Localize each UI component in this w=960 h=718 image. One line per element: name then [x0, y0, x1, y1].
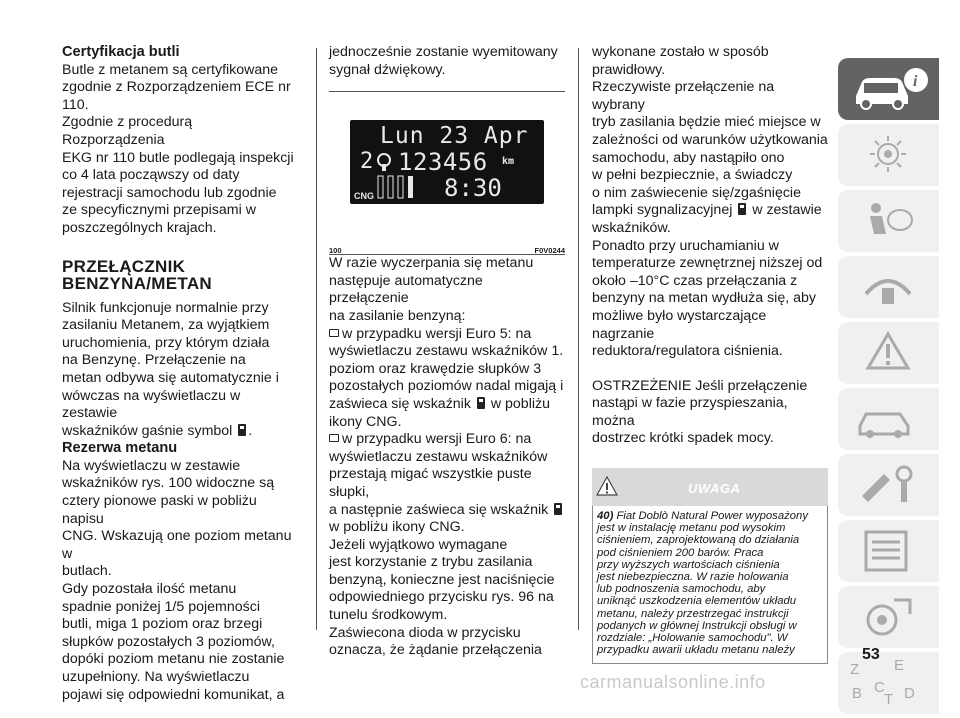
tab-multimedia[interactable]: [838, 586, 939, 648]
bullet-square-icon: [329, 434, 339, 442]
paragraph: Zaświecona dioda w przycisku oznacza, że żądanie przełączenia: [329, 624, 542, 659]
index-letter: E: [894, 658, 905, 674]
note-number: 40): [597, 510, 614, 523]
steering-wheel-icon: [852, 264, 924, 310]
column-divider: [316, 48, 317, 630]
figure-code: F0V0244: [534, 246, 565, 256]
fuel-pump-icon: [238, 424, 246, 436]
section-heading-fuel-switch: PRZEŁĄCZNIK BENZYNA/METAN: [62, 256, 212, 293]
figure-caption: [329, 238, 565, 255]
section-title-cylinder-certification: Certyfikacja butli: [62, 44, 180, 60]
section-title-methane-reserve: Rezerwa metanu: [62, 440, 178, 457]
column-divider: [578, 48, 579, 630]
paragraph: Ponadto przy uruchamianiu w temperaturze zewnętrznej niższej od około –10°C czas przełączania z benzyny na metan wydłuża się, aby możliwe było wystarczające nagrzanie reduktora/regulatora ciśnienia.: [592, 237, 823, 360]
column-2: [329, 44, 565, 660]
bullet-item: w przypadku wersji Euro 5: na wyświetlaczu zestawu wskaźników 1. poziom oraz krawędzie słupków 3 pozostałych poziomów nadal migają i zaświeca się wskaźnik w pobliżu ikony CNG.: [329, 325, 564, 430]
paragraph: W razie wyczerpania się metanu następuje automatyczne przełączenie na zasilanie benzyną:: [329, 255, 534, 324]
paragraph: jednocześnie zostanie wyemitowany sygnał dźwiękowy.: [329, 44, 558, 78]
paragraph: Na wyświetlaczu w zestawie wskaźników rys. 100 widoczne są cztery pionowe paski w pobliżu napisu CNG. Wskazują one poziom metanu w butlach.: [62, 457, 292, 580]
paragraph: wykonane zostało w sposób prawidłowy.: [592, 44, 769, 78]
gearshift-icon: [376, 152, 392, 172]
index-letter: T: [884, 691, 894, 706]
warning-light-icon: [852, 330, 924, 376]
tab-starting-driving[interactable]: [838, 256, 939, 318]
fuel-pump-icon: [738, 203, 746, 215]
warning-paragraph: OSTRZEŻENIE Jeśli przełączenie nastąpi w fazie przyspieszania, można dostrzec krótki spadek mocy.: [592, 377, 808, 447]
paragraph: Gdy pozostała ilość metanu spadnie poniżej 1/5 pojemności butli, miga 1 poziom oraz brzegi słupków pozostałych 3 poziomów, dopóki poziom metanu nie zostanie uzupełniony. Na wyświetlaczu pojawi się odpowiedni komunikat, a: [62, 581, 285, 703]
list-icon: [852, 528, 924, 574]
column-3: [592, 44, 828, 664]
index-letter: D: [904, 685, 915, 702]
bullet-square-icon: [329, 329, 339, 337]
display-date: Lun 23 Apr: [380, 123, 529, 150]
paragraph: Zgodnie z procedurą Rozporządzenia EKG nr 110 butle podlegają inspekcji co 4 lata począwszy od daty rejestracji samochodu lub zgodnie ze specyficznymi przepisami w poszczególnych krajach.: [62, 114, 294, 236]
display-gear: 2: [360, 149, 374, 175]
tab-emergency[interactable]: [838, 388, 939, 450]
car-info-icon: [852, 66, 932, 112]
fuel-pump-icon: [554, 503, 562, 515]
warning-triangle-icon: [596, 476, 618, 496]
instrument-cluster-display: [350, 120, 544, 204]
index-letter: B: [852, 685, 863, 702]
tools-icon: [852, 462, 924, 508]
multimedia-icon: [852, 594, 924, 640]
paragraph: Jeżeli wyjątkowo wymagane jest korzystanie z trybu zasilania benzyną, konieczne jest naciśnięcie odpowiedniego przycisku rys. 96 na tunelu środkowym.: [329, 536, 555, 624]
cng-label: CNG: [354, 191, 374, 202]
svg-text:i: i: [913, 73, 918, 90]
watermark: carmanualsonline.info: [580, 672, 766, 692]
tab-warning-lights[interactable]: [838, 322, 939, 384]
page-number: 53: [862, 646, 880, 663]
warning-header: [592, 468, 828, 506]
index-letter: C: [874, 679, 885, 696]
bullet-item: w przypadku wersji Euro 6: na wyświetlaczu zestawu wskaźników przestają migać wszystkie puste słupki, a następnie zaświeca się wskaźnik w pobliżu ikony CNG.: [329, 431, 565, 537]
warning-note: 40) Fiat Doblò Natural Power wyposażony jest w instalację metanu pod wysokim ciśnieniem, zaprojektowaną do działania pod ciśnieniem 200 barów. Praca przy wyższych wartościach ciśnienia jest niebezpieczna. W razie holowania lub podnoszenia samochodu, aby uniknąć uszkodzenia elementów układu metanu, należy przestrzegać instrukcji podanych w głównej Instrukcji obsługi w rozdziale: „Holowanie samochodu". W przypadku awarii układu metanu należy: [592, 506, 828, 663]
display-unit: km: [502, 156, 515, 168]
display-time: 8:30: [444, 174, 502, 203]
paragraph: Butle z metanem są certyfikowane zgodnie z Rozporządzeniem ECE nr 110.: [62, 61, 291, 113]
tab-index[interactable]: [838, 652, 939, 714]
paragraph: Silnik funkcjonuje normalnie przy zasilaniu Metanem, za wyjątkiem uruchomienia, przy którym działa na Benzynę. Przełączenie na metan odbywa się automatycznie i wówczas na wyświetlaczu w zestawie wskaźników gaśnie symbol .: [62, 299, 279, 439]
display-odometer: 123456: [398, 148, 488, 177]
tab-safety[interactable]: [838, 190, 939, 252]
tab-dashboard[interactable]: [838, 124, 939, 186]
paragraph: Rzeczywiste przełączenie na wybrany tryb zasilania będzie mieć miejsce w zależności od warunków użytkowania samochodu, aby nastąpiło ono w pełni bezpiecznie, a świadczy o nim zaświecenie się/zgaśnięcie lampki sygnalizacyjnej w zestawie wskaźników.: [592, 79, 828, 236]
column-1: [62, 44, 298, 704]
figure-number: 100: [329, 246, 342, 256]
index-letters-icon: [848, 658, 924, 706]
tab-maintenance[interactable]: [838, 454, 939, 516]
fuel-pump-icon: [477, 397, 485, 409]
tab-vehicle-info[interactable]: [838, 58, 939, 120]
tab-technical-data[interactable]: [838, 520, 939, 582]
dashboard-light-icon: [852, 132, 924, 178]
figure-top-rule: [329, 91, 565, 92]
index-letter: Z: [850, 661, 860, 678]
warning-title: UWAGA: [688, 481, 741, 497]
methane-level-bars: [376, 172, 424, 200]
airbag-icon: [852, 198, 924, 244]
car-emergency-icon: [852, 396, 924, 442]
chapter-tabs: [838, 58, 939, 718]
